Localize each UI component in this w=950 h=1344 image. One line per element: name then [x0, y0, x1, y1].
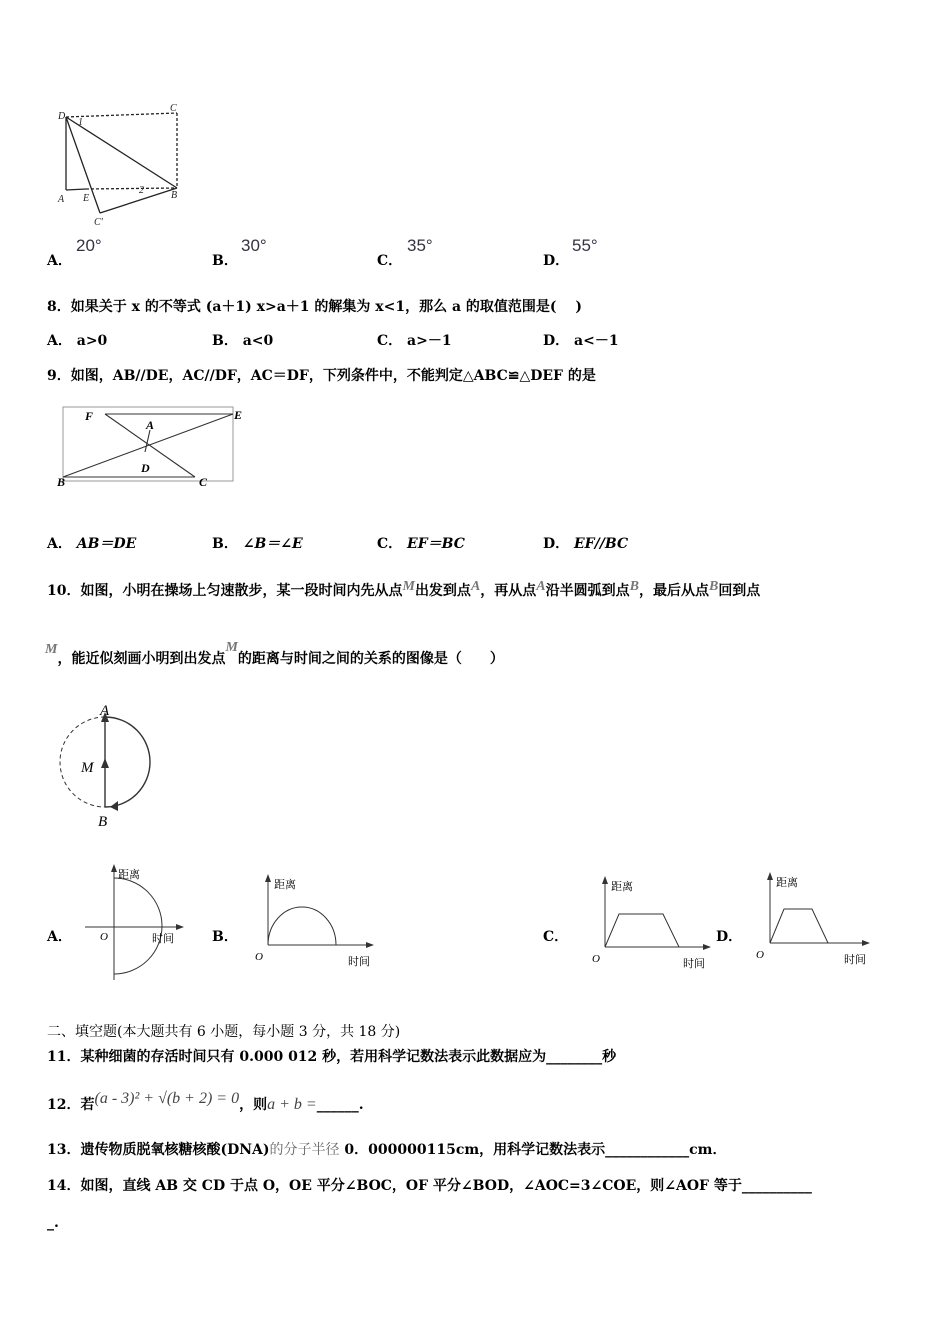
- q7-figure: [50, 95, 225, 230]
- axis-y-label: 距离: [611, 881, 633, 893]
- origin-label: O: [756, 949, 764, 961]
- label-2: 2: [139, 185, 144, 196]
- q7-option-b[interactable]: B．: [212, 253, 238, 269]
- q7-option-b-value: 30°: [241, 236, 267, 255]
- section-title: 二、填空题(本大题共有 6 小题，每小题 3 分，共 18 分): [47, 1024, 401, 1040]
- origin-label: O: [592, 953, 600, 965]
- label-a: A: [100, 703, 110, 719]
- label-f: F: [85, 409, 94, 423]
- axis-x-label: 时间: [844, 954, 866, 966]
- q9-option-b[interactable]: B． ∠B＝∠E: [212, 536, 303, 552]
- q11-text: 11．某种细菌的存活时间只有 0.000 012 秒，若用科学记数法表示此数据应为________秒: [47, 1049, 617, 1065]
- label-b: B: [171, 190, 178, 201]
- q10-option-d[interactable]: D．: [716, 929, 743, 945]
- q10-line1: 10．如图，小明在操场上匀速散步，某一段时间内先从点M出发到点A，再从点A沿半圆弧到点B，最后从点B回到点: [47, 579, 761, 599]
- q10-option-c[interactable]: C．: [543, 929, 569, 945]
- label-m: M: [81, 760, 94, 776]
- q7-option-c-value: 35°: [407, 236, 433, 255]
- q8-text: 8．如果关于 x 的不等式 (a＋1) x>a＋1 的解集为 x<1，那么 a 的取值范围是( ): [47, 299, 583, 315]
- origin-label: O: [255, 951, 263, 963]
- q14-tail: _.: [47, 1215, 59, 1231]
- q8-option-a[interactable]: A． a>0: [47, 333, 108, 349]
- label-b: B: [98, 814, 108, 830]
- label-b: B: [57, 475, 66, 489]
- label-e: E: [234, 408, 243, 422]
- q8-option-b[interactable]: B． a<0: [212, 333, 274, 349]
- q10-option-b[interactable]: B．: [212, 929, 238, 945]
- q9-text: 9．如图，AB//DE，AC//DF，AC＝DF，下列条件中，不能判定△ABC≌△DEF 的是: [47, 368, 596, 384]
- q10-graph-b: [250, 870, 380, 970]
- q8-option-c[interactable]: C． a>－1: [377, 333, 452, 349]
- q14-text: 14．如图，直线 AB 交 CD 于点 O，OE 平分∠BOC，OF 平分∠BOD，∠AOC=3∠COE，则∠AOF 等于__________: [47, 1178, 812, 1194]
- q10-path-figure: [50, 700, 160, 830]
- label-c: C: [170, 103, 177, 114]
- axis-y-label: 距离: [118, 869, 140, 881]
- axis-x-label: 时间: [348, 956, 370, 968]
- axis-x-label: 时间: [683, 958, 705, 970]
- axis-y-label: 距离: [776, 877, 798, 889]
- q8-option-d[interactable]: D． a<－1: [543, 333, 619, 349]
- q9-option-d[interactable]: D． EF//BC: [543, 536, 629, 552]
- q7-option-d-value: 55°: [572, 236, 598, 255]
- label-c-prime: C': [94, 217, 103, 228]
- q12-text: 12．若(a - 3)² + √(b + 2) = 0，则a + b =______.: [47, 1090, 364, 1113]
- q7-option-a[interactable]: A．: [47, 253, 72, 269]
- q9-option-a[interactable]: A． AB＝DE: [47, 536, 137, 552]
- q13-text: 13．遗传物质脱氧核糖核酸(DNA)的分子半径 0．000000115cm，用科学记数法表示____________cm．: [47, 1142, 727, 1158]
- q10-graph-d: [750, 868, 880, 968]
- q7-option-c[interactable]: C．: [377, 253, 403, 269]
- q7-option-a-value: 20°: [76, 236, 102, 255]
- q10-graph-c: [585, 872, 715, 972]
- q12-formula: (a - 3)² + √(b + 2) = 0: [94, 1090, 240, 1107]
- label-a: A: [58, 194, 65, 205]
- axis-x-label: 时间: [152, 933, 174, 945]
- axis-y-label: 距离: [274, 879, 296, 891]
- q10-option-a[interactable]: A．: [47, 929, 72, 945]
- q10-graph-a: [80, 860, 190, 985]
- q9-option-c[interactable]: C． EF＝BC: [377, 536, 465, 552]
- origin-label: O: [100, 931, 108, 943]
- q7-option-d[interactable]: D．: [543, 253, 570, 269]
- label-1: 1: [78, 117, 83, 128]
- label-a: A: [146, 418, 155, 432]
- label-c: C: [199, 475, 208, 489]
- label-d: D: [58, 111, 66, 122]
- label-e: E: [83, 193, 90, 204]
- q9-figure: [55, 402, 250, 492]
- label-d: D: [141, 461, 150, 475]
- q10-line2: M，能近似刻画小明到出发点M的距离与时间之间的关系的图像是（ ）: [45, 640, 504, 667]
